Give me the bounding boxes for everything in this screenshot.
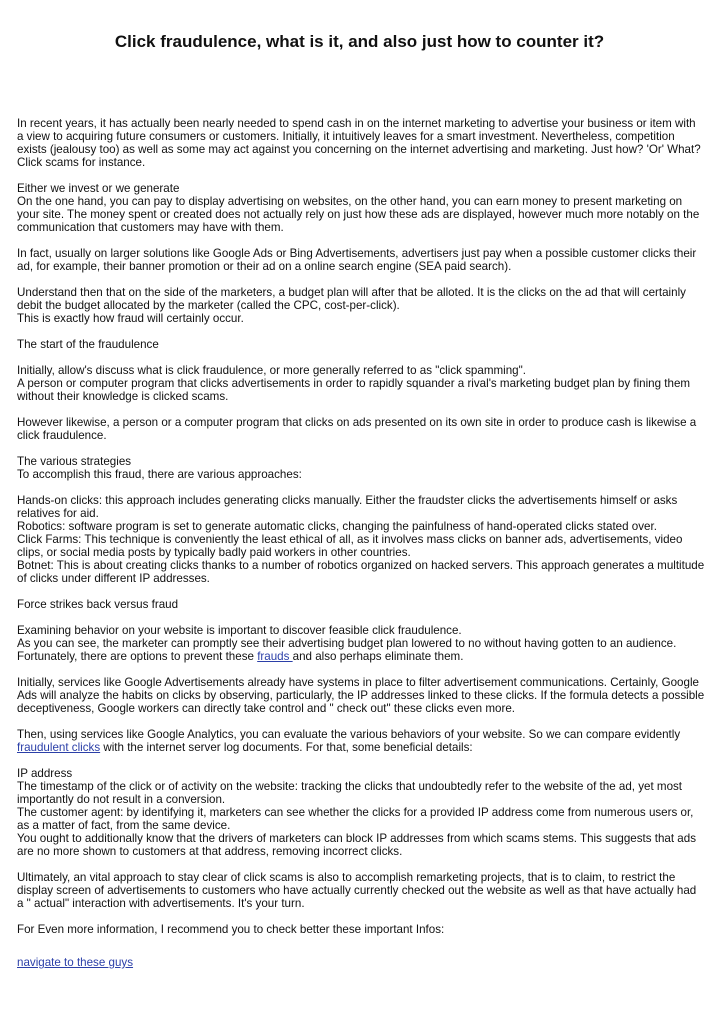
- paragraph-budget: [17, 286, 705, 325]
- paragraph-invest: [17, 182, 705, 234]
- paragraph-likewise: However likewise, a person or a computer program that clicks on ads presented on its own site in order to produce cash is likewise a click fraudulence.: [17, 416, 697, 442]
- text-strategies: To accomplish this fraud, there are various approaches:: [17, 468, 302, 481]
- text-examining: Examining behavior on your website is important to discover feasible click fraudulence.: [17, 624, 462, 637]
- page-title: Click fraudulence, what is it, and also just how to counter it?: [114, 32, 605, 51]
- subheading-strategies: The various strategies: [17, 455, 132, 468]
- text-analytics-after: with the internet server log documents. For that, some beneficial details:: [100, 741, 473, 754]
- paragraph-strategies: [17, 455, 705, 481]
- paragraph-examining: [17, 624, 705, 663]
- document-body: [17, 117, 705, 982]
- paragraph-methods: [17, 494, 705, 585]
- text-fraud-occurs: This is exactly how fraud will certainly occur.: [17, 312, 244, 325]
- subheading-invest: Either we invest or we generate: [17, 182, 180, 195]
- frauds-link[interactable]: frauds: [257, 650, 293, 663]
- text-analytics-before: Then, using services like Google Analytics, you can evaluate the various behaviors of your website. So we can compare evidently: [17, 728, 681, 741]
- text-hands-on: Hands-on clicks: this approach includes generating clicks manually. Either the fraudster clicks the advertisements himself or asks relatives for aid.: [17, 494, 678, 520]
- text-timestamp: The timestamp of the click or of activity on the website: tracking the clicks that undoubtedly refer to the website of the ad, yet most importantly do not result in a conversion.: [17, 780, 683, 806]
- subheading-start: The start of the fraudulence: [17, 338, 159, 351]
- paragraph-larger-solutions: In fact, usually on larger solutions like Google Ads or Bing Advertisements, advertisers just pay when a possible customer clicks their ad, for example, their banner promotion or their ad on a online search engine (SEA paid search).: [17, 247, 697, 273]
- text-definition-2: A person or computer program that clicks advertisements in order to rapidly squander a rival's marketing budget plan by fining them without their knowledge is clicked scams.: [17, 377, 691, 403]
- subheading-ip: IP address: [17, 767, 73, 780]
- text-definition: Initially, allow's discuss what is click fraudulence, or more generally referred to as "click spamming".: [17, 364, 526, 377]
- text-robotics: Robotics: software program is set to generate automatic clicks, changing the painfulness of hand-operated clicks stated over.: [17, 520, 657, 533]
- paragraph-analytics: [17, 728, 705, 754]
- text-options-after: and also perhaps eliminate them.: [292, 650, 464, 663]
- text-customer-agent: The customer agent: by identifying it, marketers can see whether the clicks for a provided IP address come from numerous users or, as a matter of fact, from the same device.: [17, 806, 694, 832]
- final-link-paragraph: [17, 956, 705, 969]
- paragraph-google-ads: Initially, services like Google Advertisements already have systems in place to filter advertisement communications. Certainly, Google Ads will analyze the habits on clicks by observing, particularly, the IP addresses linked to these clicks. If the formula detects a possible deceptiveness, Google workers can directly take control and " check out" these clicks even more.: [17, 676, 705, 715]
- text-block-ip: You ought to additionally know that the drivers of marketers can block IP addresses from which scams stems. This suggests that ads are no more shown to customers at that address, removing incorrect clicks.: [17, 832, 696, 858]
- paragraph-remarketing: Ultimately, an vital approach to stay clear of click scams is also to accomplish remarketing projects, that is to claim, to restrict the display screen of advertisements to customers who have actually currently checked out the website as well as that have actually had a " actual" interaction with advertisements. It's your turn.: [17, 871, 697, 910]
- navigate-link[interactable]: navigate to these guys: [17, 956, 134, 969]
- text-options-before: As you can see, the marketer can promptly see their advertising budget plan lowered to no without having gotten to an audience. Fortunately, there are options to prevent these: [17, 637, 677, 663]
- text-budget: Understand then that on the side of the marketers, a budget plan will after that be alloted. It is the clicks on the ad that will certainly debit the budget allocated by the marketer (called the CPC, cost-per-click).: [17, 286, 686, 312]
- paragraph-definition: [17, 364, 705, 403]
- text-invest: On the one hand, you can pay to display advertising on websites, on the other hand, you can earn money to present marketing on your site. The money spent or created does not actually rely on just how these ads are displayed, however much more notably on the communication that customers may have with them.: [17, 195, 700, 234]
- paragraph-ip: [17, 767, 705, 858]
- subheading-force: Force strikes back versus fraud: [17, 598, 179, 611]
- text-botnet: Botnet: This is about creating clicks thanks to a number of robotics organized on hacked servers. This approach generates a multitude of clicks under different IP addresses.: [17, 559, 705, 585]
- fraudulent-clicks-link[interactable]: fraudulent clicks: [17, 741, 101, 754]
- paragraph-more-info: For Even more information, I recommend you to check better these important Infos:: [17, 923, 445, 936]
- paragraph-intro: In recent years, it has actually been nearly needed to spend cash in on the internet marketing to advertise your business or item with a view to acquiring future consumers or customers. Initially, it intuitively leaves for a smart investment. Nevertheless, competition exists (jealousy too) as well as some may act against you concerning on the internet advertising and marketing. Just how? 'Or' What? Click scams for instance.: [17, 117, 701, 169]
- text-click-farms: Click Farms: This technique is conveniently the least ethical of all, as it involves mass clicks on banner ads, advertisements, video clips, or social media posts by typically badly paid workers in other countries.: [17, 533, 683, 559]
